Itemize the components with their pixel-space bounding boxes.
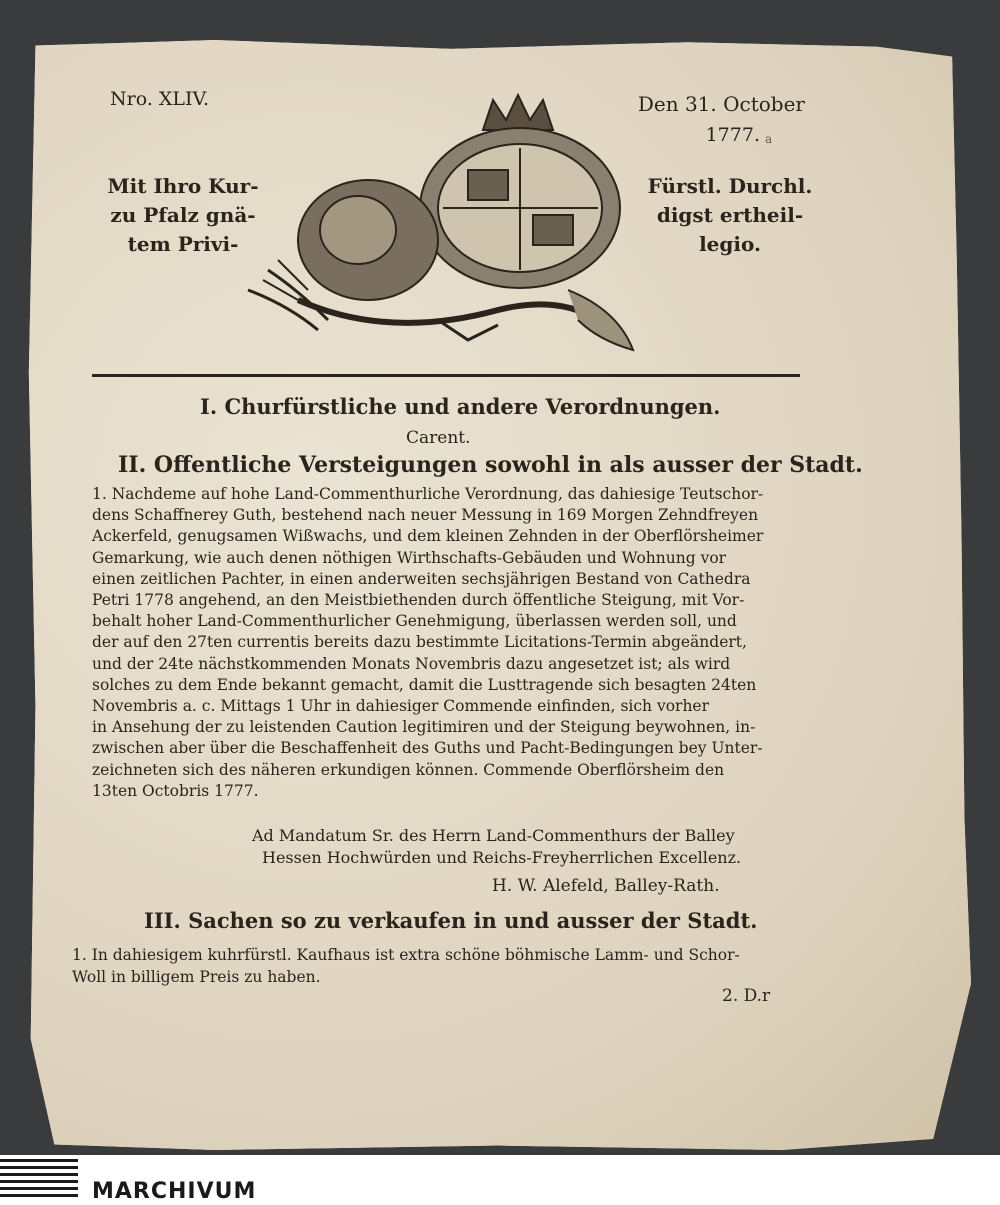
text-line: und der 24te nächstkommenden Monats Novembris dazu angesetzet ist; als wird: [92, 654, 731, 673]
text-line: in Ansehung der zu leistenden Caution legitimiren und der Steigung beywohnen, in-: [92, 718, 756, 737]
text-line: solches zu dem Ende bekannt gemacht, damit die Lusttragende sich besagten 24ten: [92, 675, 757, 694]
text-line: Ackerfeld, genugsamen Wißwachs, und dem kleinen Zehnden in der Oberflörsheimer: [92, 527, 764, 546]
section-note-1: Carent.: [406, 428, 471, 448]
text-line: Woll in billigem Preis zu haben.: [72, 968, 321, 986]
text-line: Petri 1778 angehend, an den Meistbiethenden durch öffentliche Steigung, mit Vor-: [92, 591, 745, 610]
section-body-2: [92, 484, 792, 802]
lion-coat-of-arms-icon: [238, 90, 640, 368]
privilege-left-line: Mit Ihro Kur-: [107, 174, 259, 198]
signature-name: H. W. Alefeld, Balley-Rath.: [492, 876, 720, 896]
text-line: der auf den 27ten currentis bereits dazu bestimmte Licitations-Termin abgeändert,: [92, 633, 747, 652]
section-title-2: II. Offentliche Versteigungen sowohl in als ausser der Stadt.: [118, 452, 863, 478]
text-line: Novembris a. c. Mittags 1 Uhr in dahiesiger Commende einfinden, sich vorher: [92, 697, 710, 716]
text-line: einen zeitlichen Pachter, in einen anderweiten sechsjährigen Bestand von Cathedra: [92, 569, 751, 588]
issue-year: 1777.: [705, 124, 760, 146]
marchivum-logo-text: MARCHIVUM: [92, 1179, 257, 1204]
privilege-right-line: digst ertheil-: [656, 203, 804, 227]
privilege-right-line: legio.: [699, 232, 761, 256]
issue-number: Nro. XLIV.: [110, 88, 209, 110]
text-line: Gemarkung, wie auch denen nöthigen Wirthschafts-Gebäuden und Wohnung vor: [92, 548, 727, 567]
issue-date: Den 31. October: [637, 92, 805, 116]
text-line: 1. Nachdeme auf hohe Land-Commenthurliche Verordnung, das dahiesige Teutschor-: [92, 485, 764, 503]
privilege-right-line: Fürstl. Durchl.: [647, 174, 813, 198]
header-divider: [92, 374, 800, 377]
privilege-left-line: zu Pfalz gnä-: [110, 203, 256, 227]
privilege-right: [640, 172, 820, 259]
section-title-3: III. Sachen so zu verkaufen in und ausser der Stadt.: [144, 908, 758, 933]
section-title-1: I. Churfürstliche und andere Verordnungen.: [200, 394, 721, 419]
text-line: 13ten Octobris 1777.: [92, 781, 259, 800]
text-line: 1. In dahiesigem kuhrfürstl. Kaufhaus ist extra schöne böhmische Lamm- und Schor-: [72, 946, 740, 964]
text-line: zeichneten sich des näheren erkundigen können. Commende Oberflörsheim den: [92, 760, 725, 779]
signature-line-1: Ad Mandatum Sr. des Herrn Land-Commenthurs der Balley: [252, 826, 735, 845]
text-line: behalt hoher Land-Commenthurlicher Genehmigung, überlassen werden soll, und: [92, 612, 737, 631]
catchword: 2. D.r: [722, 986, 771, 1006]
text-line: zwischen aber über die Beschaffenheit des Guths und Pacht-Bedingungen bey Unter-: [92, 739, 763, 758]
marchivum-stripes-icon: [0, 1157, 78, 1203]
section-body-3: [72, 944, 792, 988]
privilege-left-line: tem Privi-: [127, 232, 239, 256]
text-line: dens Schaffnerey Guth, bestehend nach neuer Messung in 169 Morgen Zehndfreyen: [92, 506, 759, 525]
signature-line-2: Hessen Hochwürden und Reichs-Freyherrlichen Excellenz.: [262, 848, 742, 867]
handwritten-mark: a: [765, 132, 773, 146]
